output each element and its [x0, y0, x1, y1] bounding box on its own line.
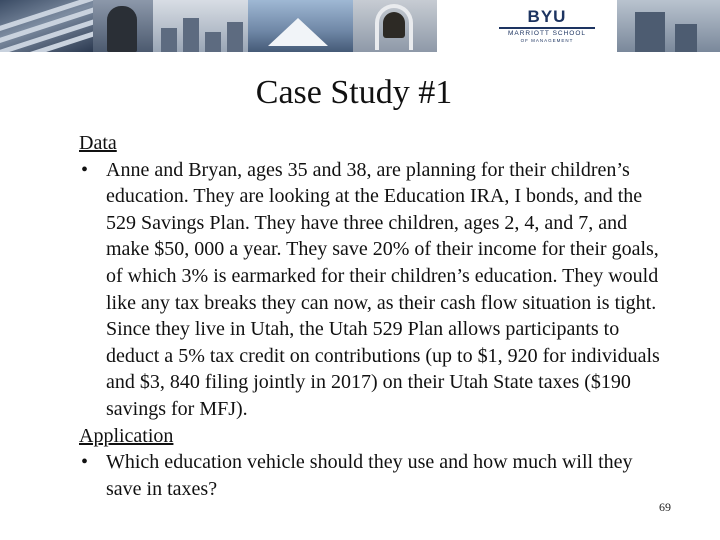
- bullet-marker: •: [81, 451, 89, 474]
- banner-photo-campus: [153, 0, 248, 52]
- bullet-text-application: Which education vehicle should they use and how much will they save in taxes?: [106, 451, 633, 500]
- section-label-data: Data: [79, 132, 117, 154]
- banner-photo-statue: [93, 0, 153, 52]
- banner-photo-building: [0, 0, 93, 52]
- banner-photo-mountain: [248, 0, 353, 52]
- bullet-marker: •: [81, 158, 89, 181]
- logo-management: OF MANAGEMENT: [520, 38, 574, 43]
- logo-divider: [499, 27, 595, 29]
- slide-body: [79, 130, 669, 502]
- bullet-data: [79, 157, 669, 423]
- page-number: 69: [659, 500, 671, 514]
- bullet-text-data: Anne and Bryan, ages 35 and 38, are planning for their children’s education. They are looking at the Education IRA, I bonds, and the 529 Savings Plan. They have three children, ages 2, 4, and 7, and make $50, 000 a year. They save 20% of their income for their goals, of which 3% is earmarked for their children’s education. They would like any tax breaks they can now, as their cash flow situation is tight. Since they live in Utah, the Utah 529 Plan allows participants to deduct a 5% tax credit on contributions (up to $1, 920 for individuals and $3, 840 filing jointly in 2017) on their Utah State taxes ($190 savings for MFJ).: [106, 158, 660, 420]
- section-label-application: Application: [79, 424, 174, 447]
- banner-photo-bell-tower: [353, 0, 437, 52]
- header-banner: [0, 0, 720, 52]
- logo-school: MARRIOTT SCHOOL: [507, 30, 587, 37]
- byu-logo: [477, 0, 617, 52]
- banner-spacer: [437, 0, 477, 52]
- slide-title: Case Study #1: [255, 74, 453, 111]
- logo-wordmark: BYU: [527, 7, 567, 26]
- bullet-application: [79, 449, 669, 502]
- banner-photo-tower: [617, 0, 720, 52]
